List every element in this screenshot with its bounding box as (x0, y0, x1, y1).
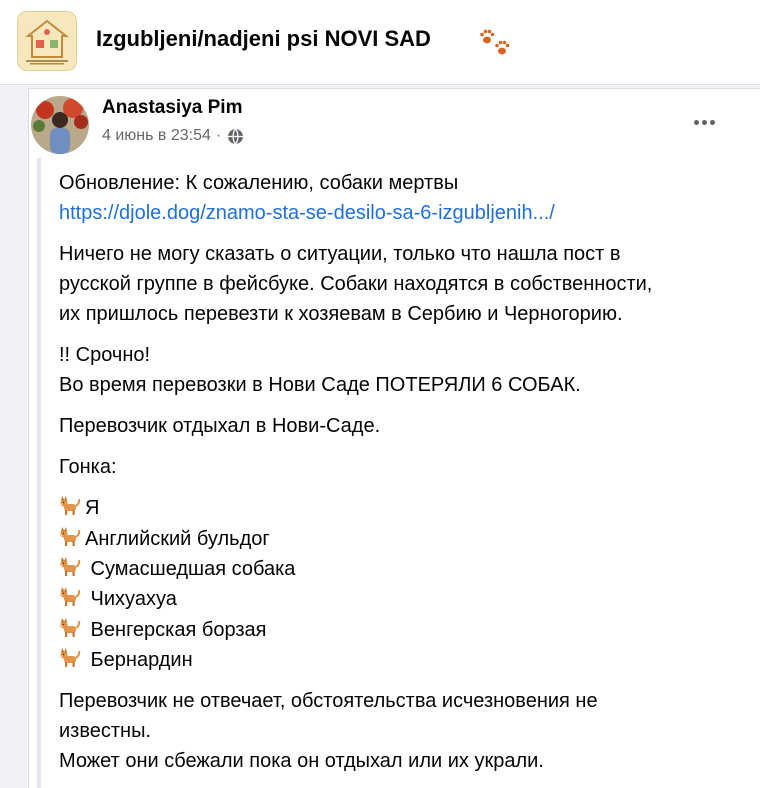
paragraph-line: известны. (59, 720, 152, 742)
dog-emoji-icon (59, 526, 81, 548)
paragraph-line: Ничего не могу сказать о ситуации, только что нашла пост в (59, 243, 621, 265)
dog-emoji-icon (59, 586, 81, 608)
paragraph-line: Может они сбежали пока он отдыхал или их украли. (59, 750, 544, 772)
paragraph-line: их пришлось перевезти к хозяевам в Сербию и Черногорию. (59, 303, 623, 325)
group-name[interactable]: Izgubljeni/nadjeni psi NOVI SAD (96, 26, 431, 51)
list-item: Бернардин (59, 645, 193, 675)
paw-prints-icon (478, 28, 512, 58)
paragraph-line: русской группе в фейсбуке. Собаки находятся в собственности, (59, 273, 653, 295)
post-date[interactable]: 4 июнь в 23:54 (102, 127, 211, 144)
avatar[interactable] (31, 96, 89, 154)
dog-emoji-icon (59, 495, 81, 517)
group-header (0, 0, 760, 85)
list-item: Чихуахуа (59, 584, 177, 614)
more-options-icon[interactable] (686, 108, 722, 136)
dog-emoji-icon (59, 556, 81, 578)
carrier-rest-text: Перевозчик отдыхал в Нови-Саде. (59, 415, 381, 437)
house-paw-logo-icon[interactable] (17, 11, 77, 71)
dog-emoji-icon (59, 647, 81, 669)
post-meta (102, 127, 244, 145)
breed-heading: Гонка: (59, 456, 117, 478)
urgent-line: !! Срочно! (59, 344, 151, 366)
article-link[interactable]: https://djole.dog/znamo-sta-se-desilo-sa-6-izgubljenih.../ (59, 202, 555, 224)
meta-separator: · (215, 127, 222, 144)
list-item: Я (59, 493, 99, 523)
globe-icon (227, 128, 244, 145)
list-item: Сумасшедшая собака (59, 554, 295, 584)
list-item: Английский бульдог (59, 524, 270, 554)
paragraph-line: Перевозчик не отвечает, обстоятельства исчезновения не (59, 690, 598, 712)
post-author[interactable]: Anastasiya Pim (102, 97, 243, 118)
update-text: Обновление: К сожалению, собаки мертвы (59, 172, 459, 194)
urgent-line: Во время перевозки в Нови Саде ПОТЕРЯЛИ 6 СОБАК. (59, 374, 581, 396)
list-item: Венгерская борзая (59, 615, 266, 645)
content-divider (37, 158, 41, 788)
dog-emoji-icon (59, 617, 81, 639)
